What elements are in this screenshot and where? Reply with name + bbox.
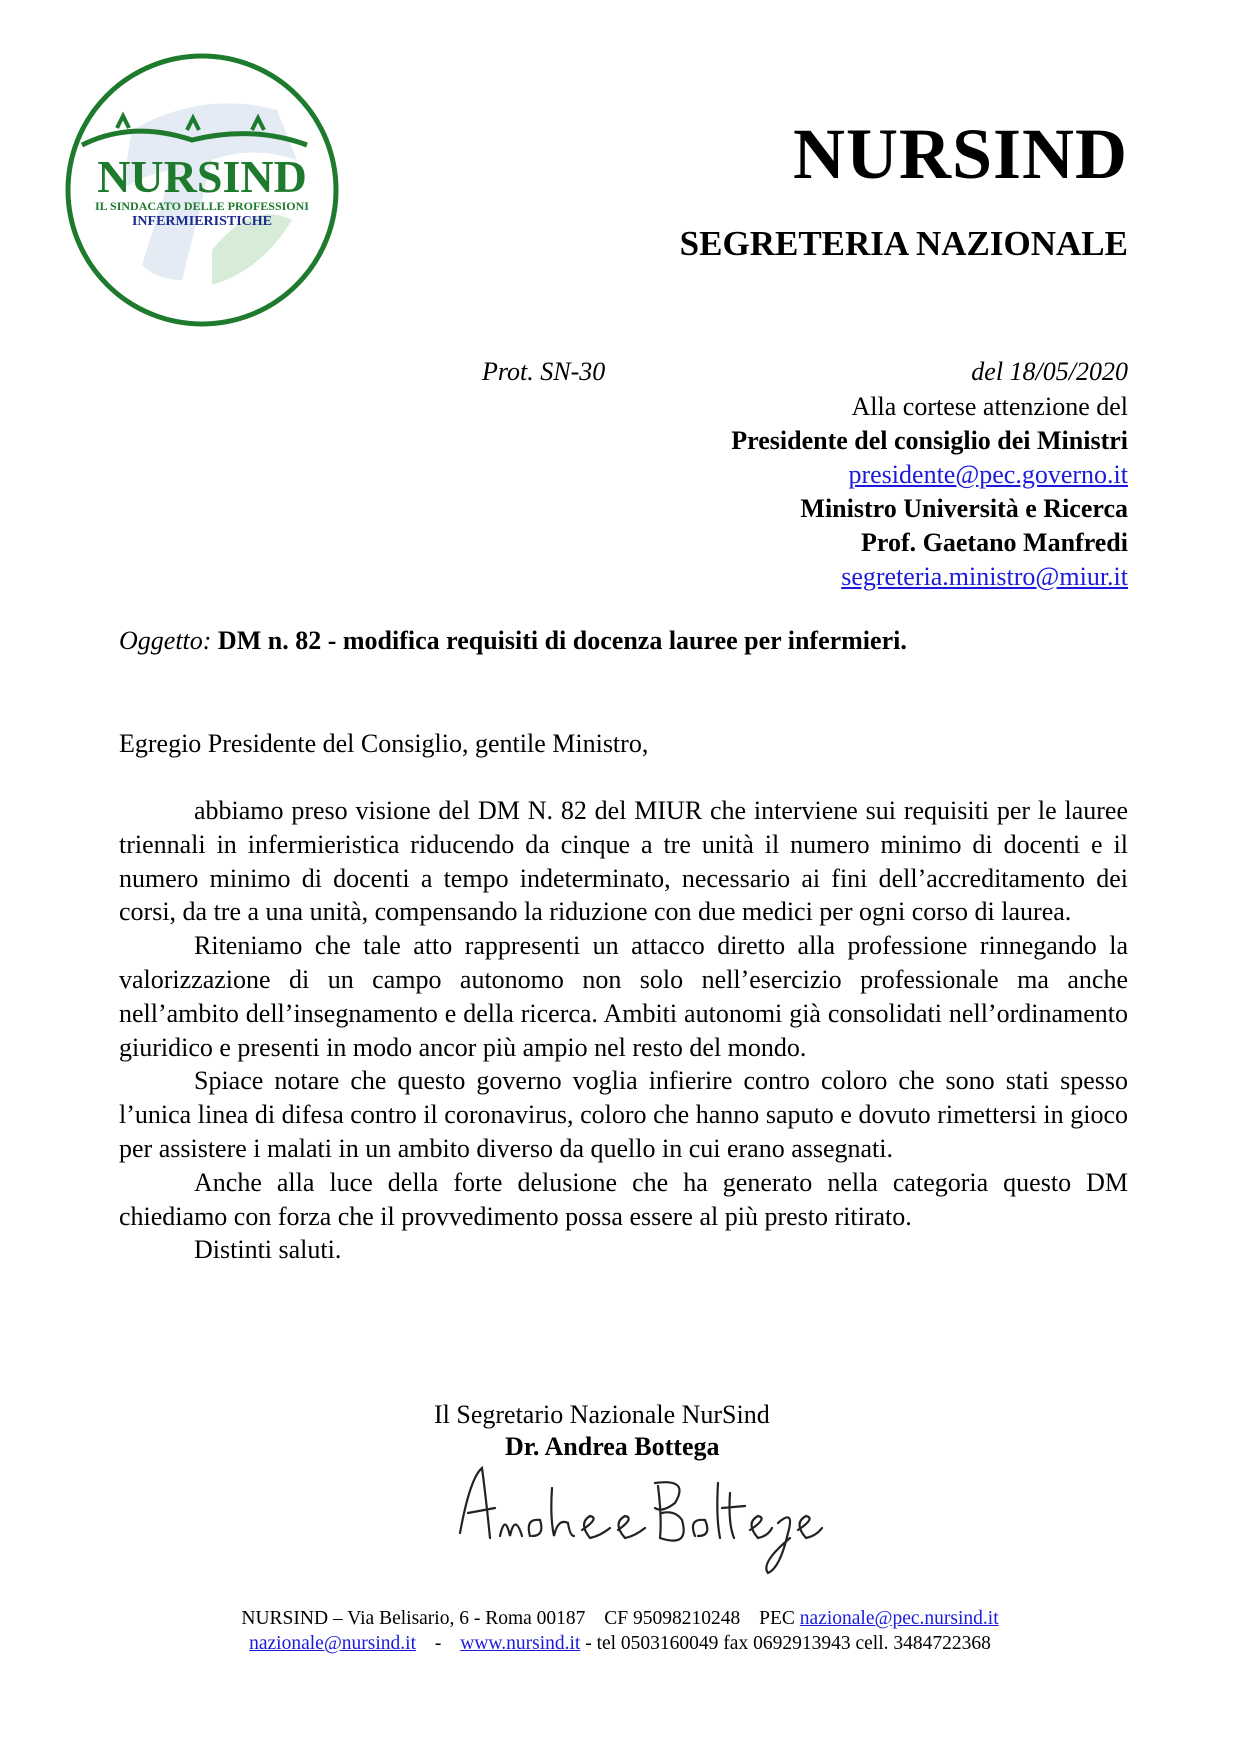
footer-pec-label: PEC bbox=[759, 1608, 795, 1629]
letter-body bbox=[119, 794, 1128, 1267]
nursind-logo bbox=[62, 50, 342, 330]
footer-address: – Via Belisario, 6 - Roma 00187 bbox=[332, 1608, 586, 1629]
body-closing: Distinti saluti. bbox=[194, 1235, 342, 1265]
signatory-role: Il Segretario Nazionale NurSind bbox=[434, 1400, 770, 1429]
protocol-number: Prot. SN-30 bbox=[482, 357, 606, 386]
body-paragraph-2: Riteniamo che tale atto rappresenti un attacco diretto alla professione rinnegando la valorizzazione di un campo autonomo non solo nell’esercizio professionale ma anche nell’ambito dell’insegnamento e della ricerca. Ambiti autonomi già consolidati nell’ordinamento giuridico e presenti in modo ancor più ampio nel resto del mondo. bbox=[119, 931, 1128, 1062]
footer-line-1 bbox=[0, 1606, 1240, 1631]
footer-separator: - bbox=[434, 1633, 442, 1654]
footer-pec-email-link[interactable]: nazionale@pec.nursind.it bbox=[799, 1608, 999, 1629]
logo-tagline-2: INFERMIERISTICHE bbox=[131, 214, 273, 229]
org-name: NURSIND bbox=[792, 114, 1128, 194]
letter-footer bbox=[0, 1606, 1240, 1656]
recipient-2-name: Prof. Gaetano Manfredi bbox=[861, 528, 1128, 557]
logo-text: NURSIND bbox=[97, 151, 307, 202]
handwritten-signature bbox=[450, 1458, 830, 1578]
recipients-block bbox=[731, 390, 1128, 594]
letter-date: del 18/05/2020 bbox=[971, 357, 1128, 386]
signatory-name: Dr. Andrea Bottega bbox=[505, 1432, 720, 1461]
body-paragraph-4: Anche alla luce della forte delusione che ha generato nella categoria questo DM chiediamo con forza che il provvedimento possa essere al più presto ritirato. bbox=[119, 1167, 1128, 1231]
recipient-2-title: Ministro Università e Ricerca bbox=[800, 494, 1128, 523]
footer-org: NURSIND bbox=[241, 1608, 329, 1629]
recipient-2-email-link[interactable]: segreteria.ministro@miur.it bbox=[841, 562, 1128, 591]
body-paragraph-1: abbiamo preso visione del DM N. 82 del MIUR che interviene sui requisiti per le lauree triennali in infermieristica riducendo da cinque a tre unità il numero minimo di docenti e il numero minimo di docenti a tempo indeterminato, necessario ai fini dell’accreditamento dei corsi, da tre a una unità, compensando la riduzione con due medici per ogni corso di laurea. bbox=[119, 796, 1128, 927]
footer-cf: CF 95098210248 bbox=[604, 1608, 741, 1629]
logo-tagline-1: IL SINDACATO DELLE PROFESSIONI bbox=[95, 199, 309, 213]
subject-text: DM n. 82 - modifica requisiti di docenza lauree per infermieri. bbox=[217, 626, 907, 655]
subject-line bbox=[119, 626, 907, 656]
recipient-1-email-link[interactable]: presidente@pec.governo.it bbox=[848, 460, 1128, 489]
body-paragraph-3: Spiace notare che questo governo voglia infierire contro coloro che sono stati spesso l’unica linea di difesa contro il coronavirus, coloro che hanno saputo e dovuto rimettersi in gioco per assistere i malati in un ambito diverso da quello in cui erano assegnati. bbox=[119, 1066, 1128, 1163]
footer-contacts: - tel 0503160049 fax 0692913943 cell. 3484722368 bbox=[585, 1633, 991, 1654]
subject-label: Oggetto: bbox=[119, 626, 212, 655]
org-subtitle: SEGRETERIA NAZIONALE bbox=[679, 224, 1128, 263]
footer-line-2 bbox=[0, 1631, 1240, 1656]
footer-website-link[interactable]: www.nursind.it bbox=[460, 1633, 581, 1654]
footer-email-link[interactable]: nazionale@nursind.it bbox=[249, 1633, 416, 1654]
recipient-1-title: Presidente del consiglio dei Ministri bbox=[731, 426, 1128, 455]
greeting: Egregio Presidente del Consiglio, gentile Ministro, bbox=[119, 729, 649, 758]
recipients-intro: Alla cortese attenzione del bbox=[851, 392, 1128, 421]
